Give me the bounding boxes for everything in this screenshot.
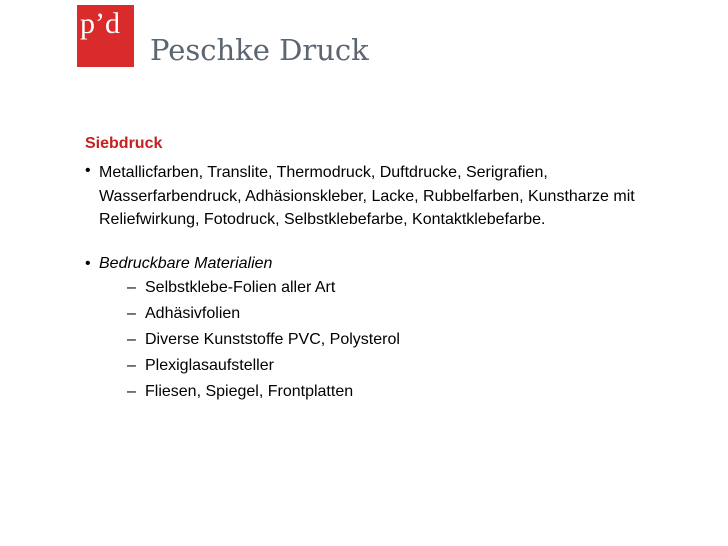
materials-list [127,278,400,408]
section-heading: Siebdruck [85,135,163,152]
list-item-text: Adhäsivfolien [145,305,241,322]
list-item [127,356,400,382]
dash-icon: – [127,279,136,296]
list-item-text: Diverse Kunststoffe PVC, Polysterol [145,331,400,348]
bullet-icon: • [85,162,91,179]
brand-title: Peschke Druck [150,33,369,67]
dash-icon: – [127,357,136,374]
list-item-text: Plexiglasaufsteller [145,357,274,374]
list-item-text: Selbstklebe-Folien aller Art [145,279,336,296]
list-item [127,330,400,356]
list-item [127,278,400,304]
bullet-text-1: Metallicfarben, Translite, Thermodruck, Duftdrucke, Serigrafien, Wasserfarbendruck, Adhäsionskleber, Lacke, Rubbelfarben, Kunstharze mit Reliefwirkung, Fotodruck, Selbstklebefarbe, Kontaktklebefarbe. [99,164,635,228]
list-item [127,382,400,408]
bullet-icon: • [85,255,91,272]
logo [77,5,134,67]
logo-text: p’d [80,7,120,40]
dash-icon: – [127,305,136,322]
list-item-text: Fliesen, Spiegel, Frontplatten [145,383,354,400]
list-item [127,304,400,330]
bullet-text-2: Bedruckbare Materialien [99,255,273,272]
dash-icon: – [127,383,136,400]
dash-icon: – [127,331,136,348]
